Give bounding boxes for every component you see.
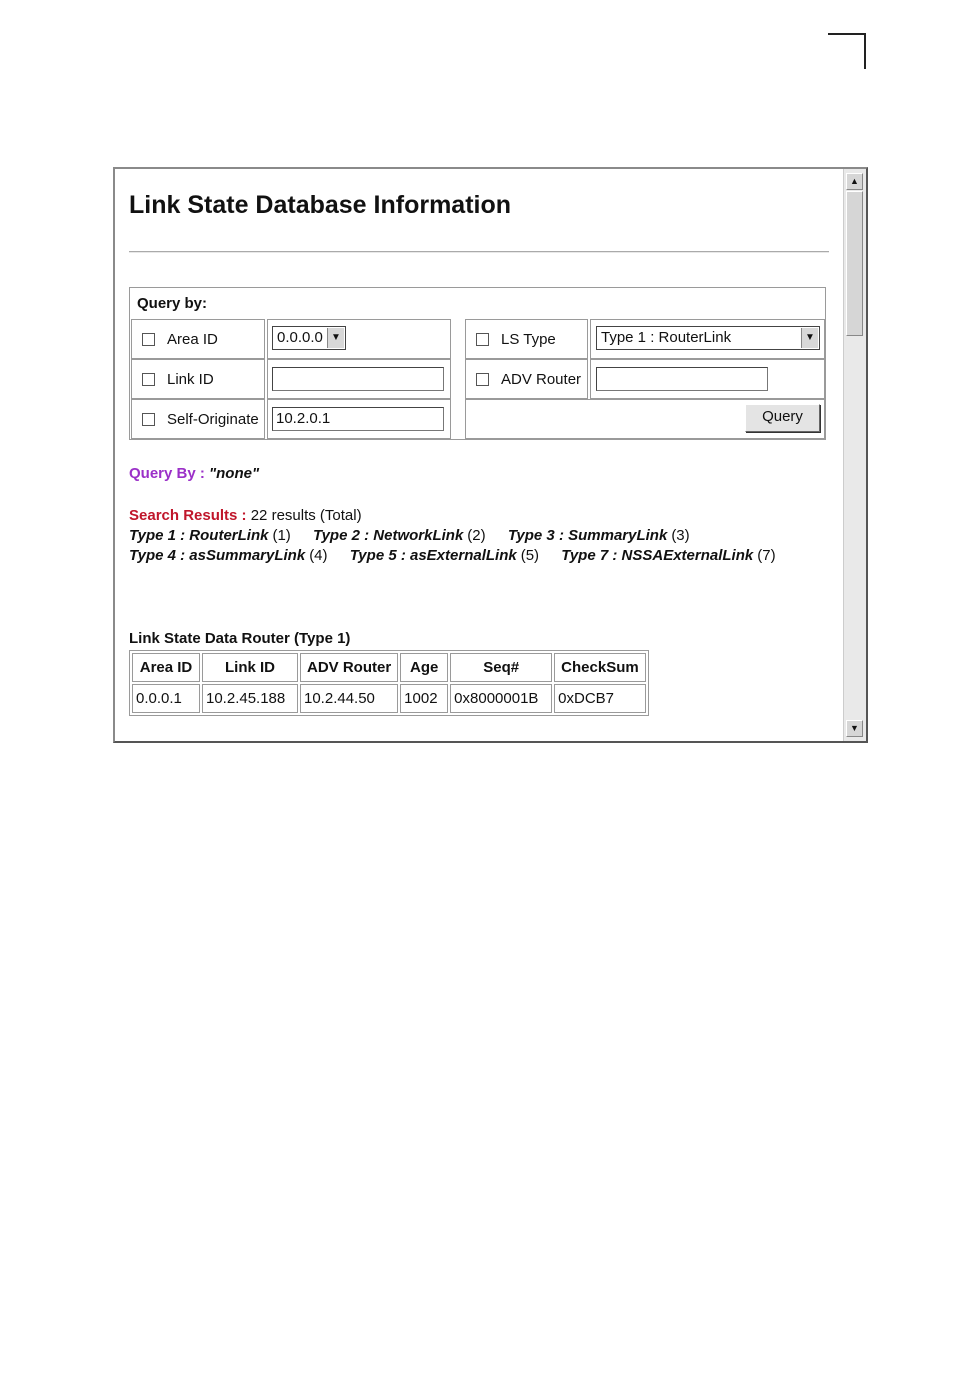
type-1-count: (1) [272, 527, 291, 544]
type-4-count: (4) [309, 547, 328, 564]
ls-type-select[interactable] [596, 326, 820, 350]
scrollbar-thumb[interactable] [846, 191, 863, 336]
search-results-label: Search Results : [129, 507, 247, 524]
type-5-name: Type 5 : asExternalLink [349, 547, 517, 564]
cell-area-id: 0.0.0.1 [132, 684, 200, 713]
column-header-seq: Seq# [450, 653, 552, 682]
lsdb-table-title: Link State Data Router (Type 1) [129, 630, 351, 647]
column-header-adv-router: ADV Router [300, 653, 398, 682]
ls-type-value: Type 1 : RouterLink [601, 329, 732, 346]
type-7-name: Type 7 : NSSAExternalLink [561, 547, 754, 564]
ls-type-checkbox-cell[interactable] [465, 319, 588, 359]
type-2-count: (2) [467, 527, 486, 544]
arrow-down-icon[interactable]: ▼ [846, 720, 863, 737]
area-id-input-cell [267, 319, 451, 359]
self-originate-label: Self-Originate [167, 410, 259, 428]
link-id-input-cell [267, 359, 451, 399]
types-row-2 [129, 547, 776, 564]
area-id-checkbox[interactable] [142, 333, 155, 346]
type-5-count: (5) [520, 547, 540, 564]
query-panel [129, 287, 826, 440]
type-1-name: Type 1 : RouterLink [129, 527, 269, 544]
column-header-age: Age [400, 653, 448, 682]
types-row-1 [129, 527, 690, 544]
query-panel-heading: Query by: [137, 295, 208, 312]
adv-router-input[interactable] [596, 367, 768, 391]
type-4-name: Type 4 : asSummaryLink [129, 547, 306, 564]
lsdb-table [129, 650, 649, 716]
page-title: Link State Database Information [129, 191, 512, 219]
column-header-area-id: Area ID [132, 653, 200, 682]
chevron-down-icon[interactable]: ▼ [327, 328, 344, 348]
link-id-label: Link ID [167, 370, 214, 388]
self-originate-checkbox[interactable] [142, 413, 155, 426]
link-id-checkbox[interactable] [142, 373, 155, 386]
ls-type-input-cell [590, 319, 825, 359]
self-originate-checkbox-cell[interactable] [131, 399, 265, 439]
area-id-checkbox-cell[interactable] [131, 319, 265, 359]
query-by-label: Query By : [129, 465, 205, 482]
page-content [115, 169, 841, 741]
link-id-input[interactable] [272, 367, 444, 391]
cell-age: 1002 [400, 684, 448, 713]
cell-adv-router: 10.2.44.50 [300, 684, 398, 713]
ls-type-checkbox[interactable] [476, 333, 489, 346]
query-by-value: "none" [209, 465, 260, 482]
ls-type-label: LS Type [501, 330, 556, 348]
table-row [132, 684, 646, 713]
adv-router-input-cell [590, 359, 825, 399]
query-button-cell [465, 399, 825, 439]
title-divider [129, 251, 829, 253]
type-7-count: (7) [757, 547, 776, 564]
type-3-count: (3) [671, 527, 690, 544]
adv-router-checkbox[interactable] [476, 373, 489, 386]
search-results-summary: 22 results (Total) [250, 507, 362, 524]
table-header-row [132, 653, 646, 682]
self-originate-input-cell [267, 399, 451, 439]
link-id-checkbox-cell[interactable] [131, 359, 265, 399]
query-button[interactable]: Query [745, 404, 820, 432]
cell-checksum: 0xDCB7 [554, 684, 646, 713]
self-originate-input[interactable]: 10.2.0.1 [272, 407, 444, 431]
area-id-label: Area ID [167, 330, 218, 348]
cell-link-id: 10.2.45.188 [202, 684, 298, 713]
column-header-link-id: Link ID [202, 653, 298, 682]
area-id-value: 0.0.0.0 [277, 329, 323, 346]
arrow-up-icon[interactable]: ▲ [846, 173, 863, 190]
type-3-name: Type 3 : SummaryLink [507, 527, 668, 544]
chevron-down-icon[interactable]: ▼ [801, 328, 818, 348]
page-corner-mark [828, 33, 866, 69]
query-by-line [129, 465, 259, 482]
area-id-select[interactable] [272, 326, 346, 350]
column-header-checksum: CheckSum [554, 653, 646, 682]
browser-frame [113, 167, 868, 743]
vertical-scrollbar[interactable] [843, 169, 866, 741]
cell-seq: 0x8000001B [450, 684, 552, 713]
search-results-line [129, 507, 362, 524]
type-2-name: Type 2 : NetworkLink [312, 527, 464, 544]
adv-router-checkbox-cell[interactable] [465, 359, 588, 399]
adv-router-label: ADV Router [501, 370, 582, 388]
